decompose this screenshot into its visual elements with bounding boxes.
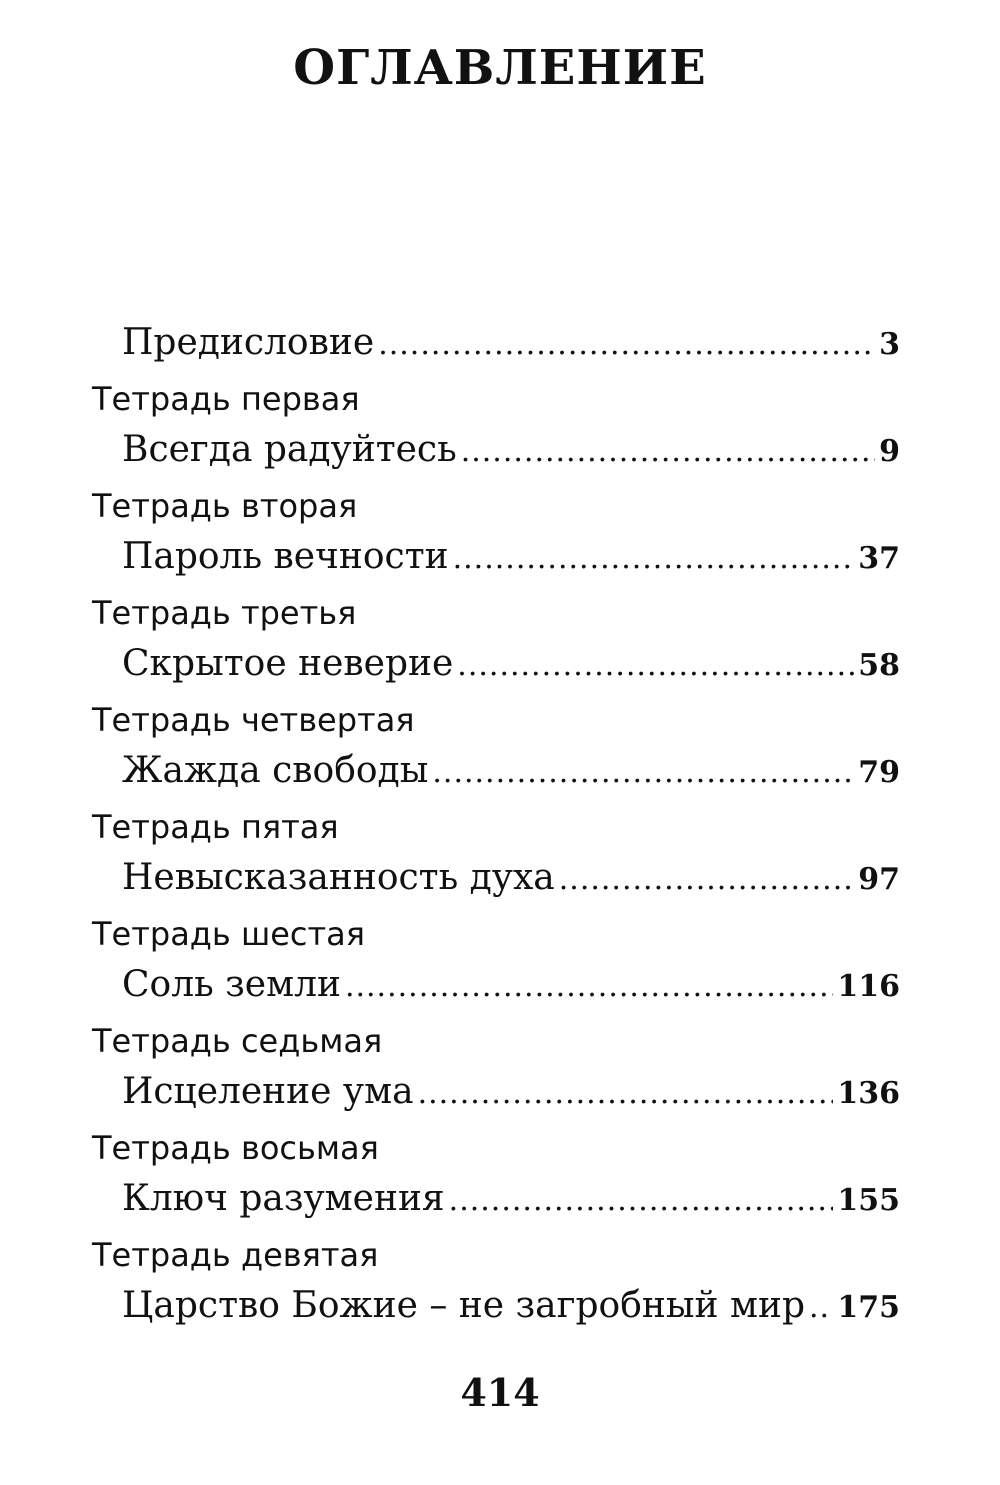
page-number: 414 [460, 1370, 540, 1415]
toc-entry-title: Скрытое неверие [122, 643, 454, 684]
toc-entry-preface[interactable] [122, 322, 900, 372]
toc-entry[interactable] [122, 964, 900, 1014]
section-heading: Тетрадь девятая [92, 1236, 379, 1274]
toc-entry-title: Жажда свободы [122, 750, 429, 791]
dot-leader [432, 755, 854, 790]
toc-entry[interactable] [122, 1285, 900, 1335]
toc-entry-page: 37 [858, 541, 900, 576]
toc-entry-page: 97 [858, 862, 900, 897]
section-heading: Тетрадь пятая [92, 808, 339, 846]
section-heading: Тетрадь первая [92, 380, 360, 418]
section-heading: Тетрадь третья [92, 594, 357, 632]
toc-entry-title: Соль земли [122, 964, 341, 1005]
toc-entry-title: Всегда радуйтесь [122, 429, 457, 470]
toc-entry-title: Ключ разумения [122, 1178, 445, 1219]
section-heading: Тетрадь четвертая [92, 701, 415, 739]
section-heading: Тетрадь шестая [92, 915, 366, 953]
dot-leader [378, 327, 875, 362]
section-heading: Тетрадь восьмая [92, 1129, 379, 1167]
section-heading: Тетрадь вторая [92, 487, 358, 525]
toc-entry-title: Пароль вечности [122, 536, 449, 577]
toc-entry[interactable] [122, 643, 900, 693]
dot-leader [418, 1076, 834, 1111]
toc-entry-page: 175 [837, 1290, 900, 1325]
toc-entry[interactable] [122, 429, 900, 479]
dot-leader [457, 648, 854, 683]
toc-entry[interactable] [122, 750, 900, 800]
section-heading: Тетрадь седьмая [92, 1022, 383, 1060]
toc-entry-title: Исцеление ума [122, 1071, 414, 1112]
toc-entry-page: 116 [837, 969, 900, 1004]
dot-leader [345, 969, 833, 1004]
dot-leader [461, 434, 875, 469]
toc-entry-page: 79 [858, 755, 900, 790]
toc-entry[interactable] [122, 536, 900, 586]
page-title: ОГЛАВЛЕНИЕ [293, 40, 707, 96]
toc-entry-page: 3 [879, 327, 900, 362]
toc-entry-title: Невысказанность духа [122, 857, 555, 898]
toc-entry-page: 58 [858, 648, 900, 683]
toc-entry-title: Предисловие [122, 322, 375, 363]
dot-leader [559, 862, 855, 897]
dot-leader [449, 1183, 834, 1218]
toc-entry-page: 136 [837, 1076, 900, 1111]
dot-leader [453, 541, 855, 576]
toc-entry-page: 9 [879, 434, 900, 469]
toc-entry-page: 155 [837, 1183, 900, 1218]
toc-entry-title: Царство Божие – не загробный мир [122, 1285, 806, 1326]
dot-leader [809, 1290, 833, 1325]
toc-entry[interactable] [122, 857, 900, 907]
toc-entry[interactable] [122, 1178, 900, 1228]
toc-entry[interactable] [122, 1071, 900, 1121]
